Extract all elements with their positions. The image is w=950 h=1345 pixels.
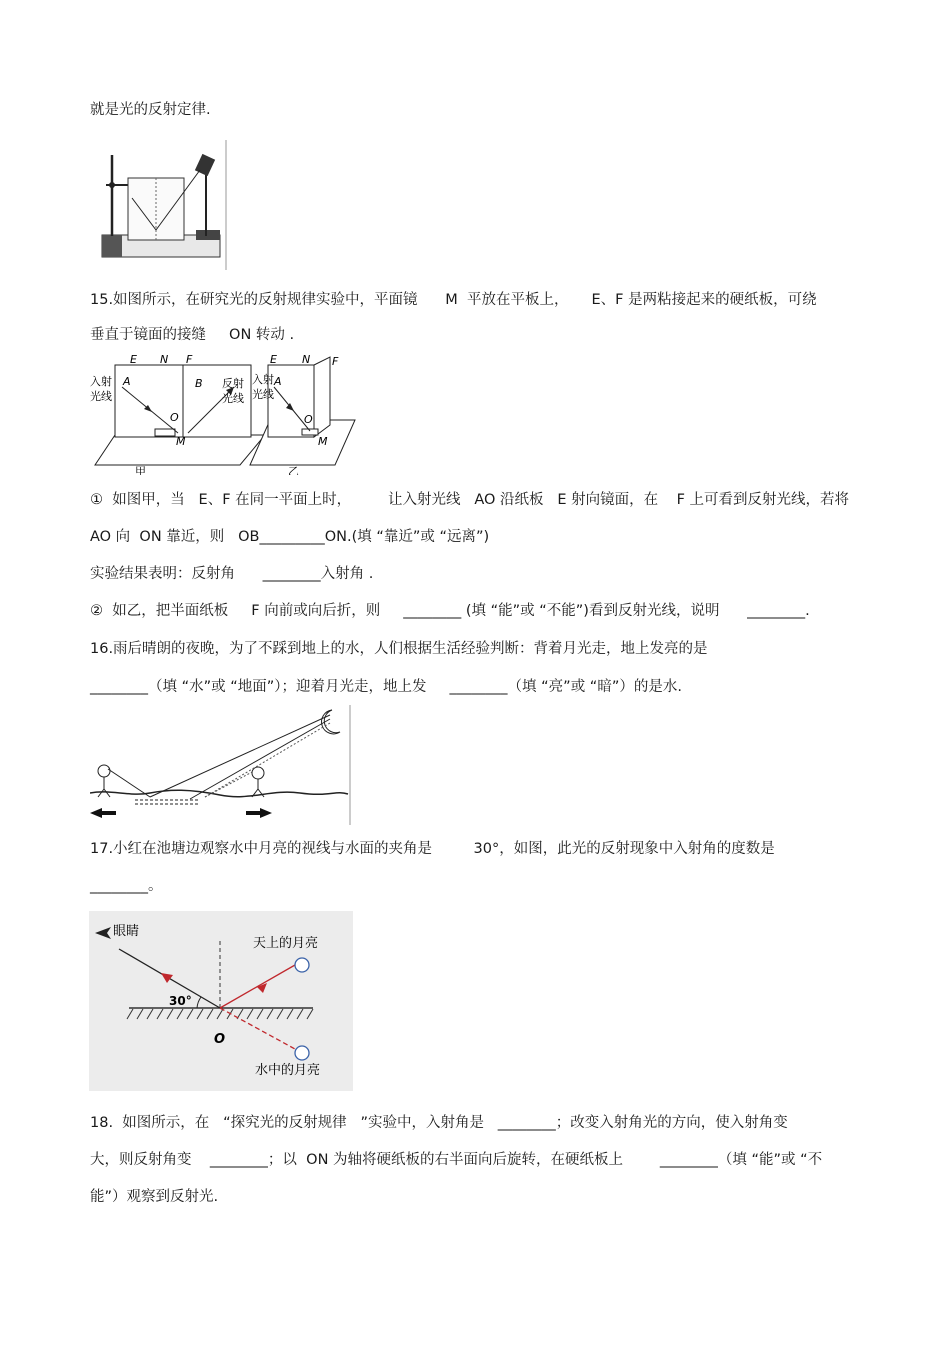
q15-line6: ② 如乙，把半面纸板 F 向前或向后折，则 ________ (填 “能”或 “不能”)看到反射光线，说明 ________. (90, 603, 810, 619)
q17-line1: 17.小红在池塘边观察水中月亮的视线与水面的夹角是 30°，如图，此光的反射现象中入射角的度数是 (90, 841, 775, 857)
label-A2: A (274, 375, 282, 388)
q18-line1: 18. 如图所示，在 “探究光的反射规律 ”实验中，入射角是 ________；改变入射角光的方向，使入射角变 (90, 1115, 788, 1131)
q15-line2: 垂直于镜面的接缝 ON 转动 . (90, 327, 295, 343)
label-incident2b: 光线 (252, 388, 274, 401)
q16-line2: ________（填 “水”或 “地面”）；迎着月光走，地上发 ________（填 “亮”或 “暗”）的是水. (90, 679, 682, 695)
label-yi: 乙 (288, 465, 299, 475)
figure-16-moonlight (90, 705, 355, 829)
q18-line3: 能”）观察到反射光. (90, 1189, 219, 1205)
origin-label: O (214, 1032, 226, 1047)
label-A1: A (123, 375, 131, 388)
label-M1: M (176, 435, 186, 448)
label-E1: E (130, 355, 137, 366)
q18-line2: 大，则反射角变 ________；以 ON 为轴将硬纸板的右半面向后旋转，在硬纸板上 ________（填 “能”或 “不 (90, 1152, 823, 1168)
label-O1: O (170, 411, 179, 424)
label-N1: N (160, 355, 169, 366)
label-F2: F (332, 355, 339, 368)
figure-15 (90, 355, 370, 479)
water-moon-label: 水中的月亮 (255, 1063, 321, 1078)
label-jia: 甲 (135, 465, 146, 475)
q15-line1: 15.如图所示，在研究光的反射规律实验中，平面镜 M 平放在平板上， E、F 是两粘接起来的硬纸板，可绕 (90, 292, 817, 308)
label-E2: E (270, 355, 277, 366)
label-reflected1a: 反射 (222, 377, 244, 390)
eye-label: 眼睛 (113, 924, 140, 939)
sky-moon-label: 天上的月亮 (253, 936, 319, 951)
q15-line4: AO 向 ON 靠近，则 OB_________ON.(填 “靠近”或 “远离”) (90, 529, 490, 545)
label-N2: N (302, 355, 311, 366)
label-O2: O (304, 413, 313, 426)
q16-line1: 16.雨后晴朗的夜晚，为了不踩到地上的水，人们根据生活经验判断：背着月光走，地上发亮的是 (90, 641, 708, 657)
q17-line2: ________。 (90, 878, 163, 894)
label-incident2a: 入射 (252, 373, 274, 386)
label-reflected1b: 光线 (222, 392, 244, 405)
label-B1: B (195, 377, 203, 390)
angle-label: 30° (169, 994, 192, 1008)
q15-line3: ① 如图甲，当 E、F 在同一平面上时， 让入射光线 AO 沿纸板 E 射向镜面，在 F 上可看到反射光线，若将 (90, 492, 850, 508)
label-incident1b: 光线 (90, 390, 112, 403)
label-incident1a: 入射 (90, 375, 112, 388)
label-M2: M (318, 435, 328, 448)
figure-17-moon-reflection (89, 911, 353, 1095)
apparatus-figure (98, 140, 230, 274)
label-F1: F (186, 355, 193, 366)
text-line-law: 就是光的反射定律. (90, 102, 211, 118)
q15-line5: 实验结果表明：反射角 ________入射角 . (90, 566, 374, 582)
